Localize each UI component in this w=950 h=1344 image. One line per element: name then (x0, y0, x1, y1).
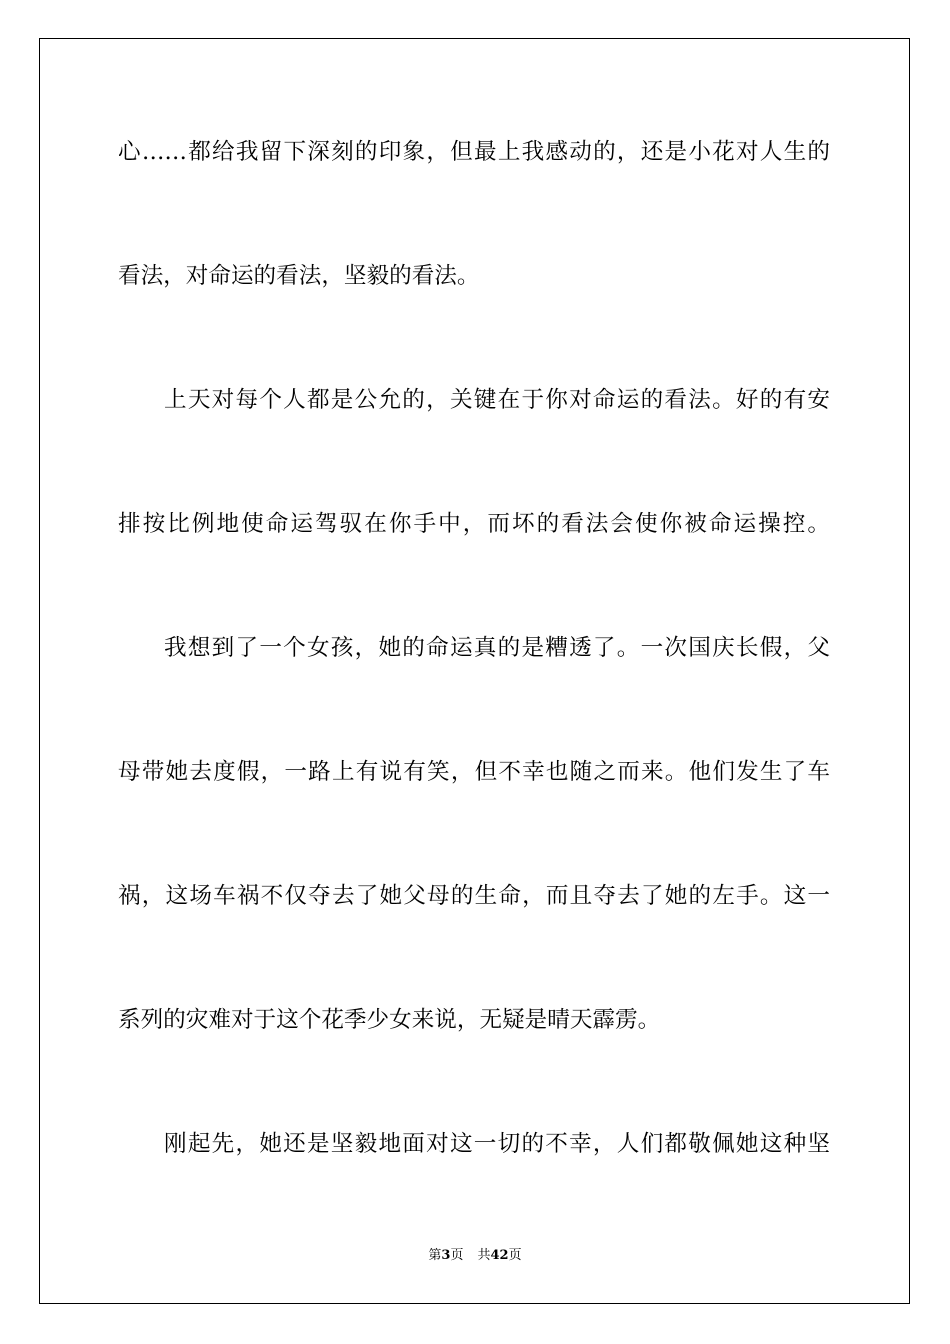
footer-total-suffix: 页 (508, 1248, 522, 1263)
text-line-3: 上天对每个人都是公允的，关键在于你对命运的看法。好的有安 (164, 387, 830, 413)
footer-total-prefix: 共 (477, 1248, 491, 1263)
footer-page-prefix: 第 (428, 1248, 442, 1263)
text-line-2: 看法，对命运的看法，坚毅的看法。 (118, 263, 480, 289)
text-line-8: 系列的灾难对于这个花季少女来说，无疑是晴天霹雳。 (118, 1007, 661, 1033)
footer-page-suffix: 页 (450, 1248, 464, 1263)
footer-total-pages: 42 (490, 1248, 509, 1263)
text-line-6: 母带她去度假，一路上有说有笑，但不幸也随之而来。他们发生了车 (118, 759, 830, 785)
page-footer (0, 1247, 950, 1265)
page-border (39, 38, 910, 1304)
footer-page-number: 3 (441, 1248, 451, 1263)
text-line-4: 排按比例地使命运驾驭在你手中，而坏的看法会使你被命运操控。 (118, 511, 830, 537)
text-line-7: 祸，这场车祸不仅夺去了她父母的生命，而且夺去了她的左手。这一 (118, 883, 830, 909)
text-line-9: 刚起先，她还是坚毅地面对这一切的不幸，人们都敬佩她这种坚 (164, 1131, 830, 1157)
text-line-1: 心……都给我留下深刻的印象，但最上我感动的，还是小花对人生的 (118, 139, 830, 165)
text-line-5: 我想到了一个女孩，她的命运真的是糟透了。一次国庆长假，父 (164, 635, 830, 661)
